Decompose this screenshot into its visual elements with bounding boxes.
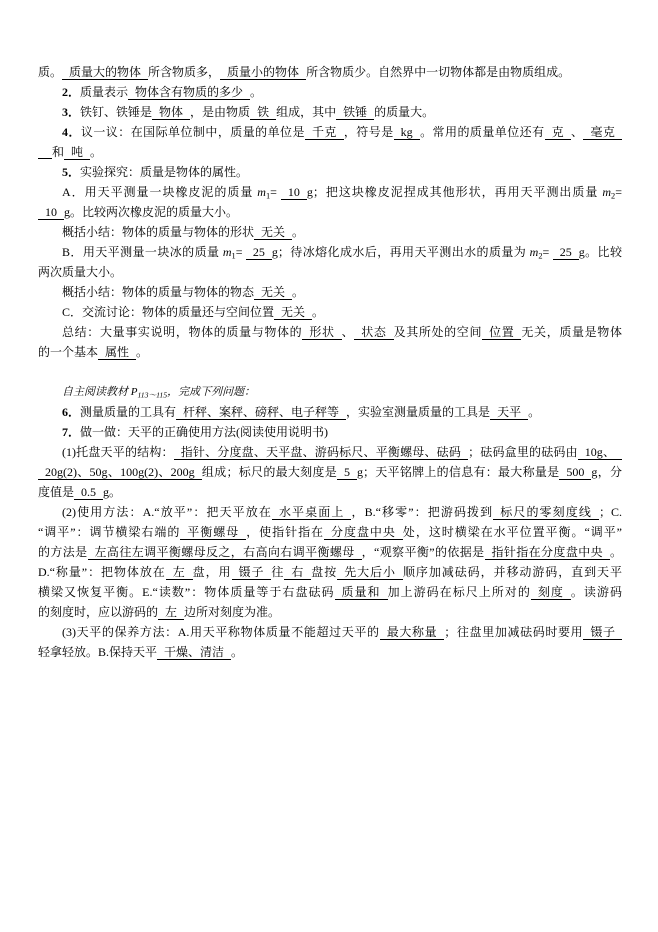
answer-blank: 左	[158, 605, 184, 620]
answer-blank: kg	[394, 125, 420, 140]
answer-blank: 质量大的物体	[62, 65, 148, 80]
answer-blank: 天平	[490, 405, 528, 420]
variable	[602, 185, 615, 199]
text-line	[38, 122, 622, 142]
answer-blank: 平衡螺母	[180, 525, 246, 540]
answer-blank: 物体含有物质的多少	[128, 85, 250, 100]
paragraph	[38, 82, 622, 102]
paragraph	[38, 502, 622, 622]
text-run: 横梁又恢复平衡。E.“读数”：物体质量等于右盘砝码	[38, 585, 335, 599]
text-run: 组成，其中	[276, 105, 337, 119]
answer-blank: 无关	[274, 305, 312, 320]
text-line	[38, 502, 622, 522]
text-run: 概括小结：物体的质量与物体的形状	[62, 225, 255, 239]
paragraph	[38, 302, 622, 322]
text-run: ；C.	[598, 505, 622, 519]
text-run: (3)天平的保养方法：A.用天平称物体质量不能超过天平的	[62, 625, 380, 639]
text-run: 盘按	[311, 565, 338, 579]
text-line	[38, 342, 622, 362]
item-number: 3．	[62, 105, 81, 119]
text-run: 。	[292, 225, 305, 239]
text-run: 往	[271, 565, 285, 579]
text-run: 的刻度时，应以游码的	[38, 605, 159, 619]
text-run: ，实验室测量质量的工具是	[346, 405, 491, 419]
answer-blank	[38, 146, 52, 159]
answer-blank: 水平桌面上	[272, 505, 352, 520]
text-run: 。	[136, 345, 149, 359]
paragraph	[38, 122, 622, 162]
answer-blank: 左	[166, 565, 193, 580]
text-run: 铁钉、铁锤是	[80, 105, 153, 119]
paragraph	[38, 182, 622, 222]
text-run: g，分	[591, 465, 622, 479]
text-run: 的方法是	[38, 545, 88, 559]
answer-blank: 千克	[305, 125, 344, 140]
answer-blank: 10g、	[578, 445, 622, 460]
answer-blank: 无关	[254, 225, 292, 240]
text-run: ；往盘里加减砝码时要用	[444, 625, 584, 639]
paragraph	[38, 422, 622, 442]
text-run: “调平”：调节横梁右端的	[38, 525, 181, 539]
text-run: 。	[90, 145, 103, 159]
text-line	[38, 422, 622, 442]
text-run: ，使指针指在	[246, 525, 325, 539]
text-run: 做一做：天平的正确使用方法(阅读使用说明书)	[80, 425, 329, 439]
variable	[530, 245, 543, 259]
text-line	[38, 462, 622, 482]
paragraph	[38, 62, 622, 82]
text-run: 顺序加减砝码，并移动游码，直到天平	[402, 565, 622, 579]
text-run: 所含物质少。自然界中一切物体都是由物质组成。	[306, 65, 571, 79]
text-run: D.“称量”：把物体放在	[38, 565, 166, 579]
answer-blank: 位置	[482, 325, 521, 340]
variable	[257, 185, 270, 199]
text-run: (1)托盘天平的结构：	[62, 445, 174, 459]
text-run: 所含物质多，	[148, 65, 221, 79]
answer-blank: 干燥、清洁	[157, 645, 231, 660]
answer-blank: 刻度	[531, 585, 571, 600]
paragraph	[38, 102, 622, 122]
text-run: 无关，质量是物体	[521, 325, 622, 339]
answer-blank: 10	[38, 205, 64, 220]
answer-blank: 质量小的物体	[220, 65, 306, 80]
text-run: 议一议：在国际单位制中，质量的单位是	[80, 125, 305, 139]
variable-symbol: m	[222, 245, 232, 259]
variable-symbol: m	[257, 185, 266, 199]
text-run: 。	[231, 645, 244, 659]
text-line	[38, 262, 622, 282]
text-run: =	[270, 185, 281, 199]
answer-blank: 铁锤	[336, 105, 374, 120]
text-run: 组成；标尺的最大刻度是	[201, 465, 337, 479]
answer-blank: 状态	[354, 325, 393, 340]
answer-blank: 指针指在分度盘中央	[485, 545, 610, 560]
text-run: 概括小结：物体的质量与物体的物态	[62, 285, 255, 299]
text-run: B．用天平测量一块冰的质量	[62, 245, 223, 259]
text-run: 质。	[38, 65, 63, 79]
text-run: 。读游码	[570, 585, 622, 599]
text-run: g。比较两次橡皮泥的质量大小。	[64, 205, 239, 219]
text-run: ，完成下列问题：	[167, 386, 256, 398]
variable-symbol: m	[529, 245, 539, 259]
text-run: 两次质量大小。	[38, 265, 123, 279]
answer-blank: 指针、分度盘、天平盘、游码标尺、平衡螺母、砝码	[174, 445, 468, 460]
paragraph	[38, 222, 622, 242]
paragraph	[38, 242, 622, 282]
text-run: (2)使用方法：A.“放平”：把天平放在	[62, 505, 272, 519]
text-line	[38, 622, 622, 642]
text-line	[38, 542, 622, 562]
answer-blank: 0.5	[74, 485, 103, 500]
text-line	[38, 102, 622, 122]
answer-blank: 右	[284, 565, 311, 580]
text-run: ，是由物质	[190, 105, 251, 119]
answer-blank: 毫克	[583, 125, 621, 140]
answer-blank: 分度盘中央	[324, 525, 403, 540]
answer-blank: 无关	[254, 285, 292, 300]
text-run: 测量质量的工具有	[80, 405, 177, 419]
variable	[223, 245, 236, 259]
subscript: 2	[538, 251, 543, 261]
text-run: 。常用的质量单位还有	[419, 125, 545, 139]
paragraph	[38, 442, 622, 502]
text-run: 总结：大量事实说明，物体的质量与物体的	[62, 325, 303, 339]
answer-blank: 质量和	[335, 585, 388, 600]
text-line	[38, 182, 622, 202]
text-line	[38, 162, 622, 182]
answer-blank: 10	[281, 185, 307, 200]
worksheet-page	[38, 62, 622, 662]
text-run: 的一个基本	[38, 345, 99, 359]
text-line	[38, 442, 622, 462]
text-run: g。比较	[578, 245, 622, 259]
text-line	[38, 222, 622, 242]
text-run: g；天平铭牌上的信息有：最大称量是	[356, 465, 560, 479]
item-number: 4．	[62, 125, 81, 139]
paragraph	[38, 622, 622, 662]
text-run: ，符号是	[343, 125, 394, 139]
item-number: 5．	[62, 165, 81, 179]
answer-blank: 500	[559, 465, 591, 480]
text-line	[38, 602, 622, 622]
text-run: 自主阅读教材 P	[62, 386, 138, 398]
text-line	[38, 142, 622, 162]
text-run: g。	[103, 485, 122, 499]
subscript: 1	[231, 251, 236, 261]
text-line	[38, 242, 622, 262]
text-line	[38, 582, 622, 602]
text-run: 、	[341, 325, 355, 339]
answer-blank: 左高往左调平衡螺母反之，右高向右调平衡螺母	[88, 545, 362, 560]
text-run: A．用天平测量一块橡皮泥的质量	[62, 185, 258, 199]
section-mass-concept	[38, 62, 622, 362]
text-run: 质量表示	[80, 85, 129, 99]
text-run: 边所对刻度为准。	[184, 605, 281, 619]
text-run: 的质量大。	[374, 105, 435, 119]
text-line	[38, 202, 622, 222]
text-run: 处，这时横梁在水平位置平衡。“调平”	[402, 525, 623, 539]
text-run: 和	[52, 145, 65, 159]
text-run: 加上游码在标尺上所对的	[387, 585, 531, 599]
answer-blank: 镊子	[232, 565, 272, 580]
text-run: =	[235, 245, 246, 259]
text-line	[38, 482, 622, 502]
paragraph	[38, 402, 622, 422]
text-run: =	[542, 245, 553, 259]
answer-blank: 杆秤、案秤、磅秤、电子秤等	[176, 405, 346, 420]
paragraph	[38, 162, 622, 182]
subscript: 1	[265, 191, 271, 201]
text-run: ，“观察平衡”的依据是	[361, 545, 485, 559]
text-run: 。	[292, 285, 305, 299]
answer-blank: 属性	[98, 345, 136, 360]
text-line	[38, 402, 622, 422]
text-line	[38, 642, 622, 662]
answer-blank: 标尺的零刻度线	[493, 505, 599, 520]
answer-blank: 物体	[152, 105, 190, 120]
text-line	[38, 82, 622, 102]
text-line	[38, 322, 622, 342]
text-run: g；把这块橡皮泥捏成其他形状，再用天平测出质量	[306, 185, 603, 199]
text-run: 度值是	[38, 485, 75, 499]
text-line	[38, 562, 622, 582]
text-run: 。	[528, 405, 541, 419]
text-run: 盘，用	[192, 565, 232, 579]
text-line	[38, 522, 622, 542]
text-run: 。	[609, 545, 622, 559]
answer-blank: 20g(2)、50g、100g(2)、200g	[38, 465, 202, 480]
answer-blank: 镊子	[583, 625, 622, 640]
text-run: ，B.“移零”：把游码拨到	[351, 505, 494, 519]
subscript: 2	[611, 191, 616, 201]
answer-blank: 25	[553, 245, 579, 260]
answer-blank: 形状	[302, 325, 341, 340]
text-run: 及其所处的空间	[393, 325, 483, 339]
item-number: 7．	[62, 425, 81, 439]
paragraph	[38, 322, 622, 362]
item-number: 6．	[62, 405, 81, 419]
text-line	[38, 282, 622, 302]
text-run: 实验探究：质量是物体的属性。	[80, 165, 249, 179]
answer-blank: 25	[246, 245, 272, 260]
answer-blank: 先大后小	[337, 565, 403, 580]
paragraph	[38, 282, 622, 302]
text-line	[38, 62, 622, 82]
answer-blank: 克	[545, 125, 571, 140]
answer-blank: 最大称量	[380, 625, 445, 640]
text-run: =	[615, 185, 622, 199]
answer-blank: 铁	[250, 105, 276, 120]
variable-symbol: m	[602, 185, 612, 199]
section-balance-usage	[38, 402, 622, 662]
reading-prompt	[38, 382, 622, 402]
text-run: g；待冰熔化成水后，再用天平测出水的质量为	[271, 245, 530, 259]
text-run: 、	[571, 125, 584, 139]
subscript: 113～115	[137, 390, 168, 400]
text-run: 。	[312, 305, 325, 319]
text-run: C．交流讨论：物体的质量还与空间位置	[62, 305, 275, 319]
text-line	[38, 302, 622, 322]
answer-blank: 5	[337, 465, 357, 480]
answer-blank: 吨	[64, 145, 90, 160]
text-run: 。	[250, 85, 263, 99]
text-run: 轻拿轻放。B.保持天平	[38, 645, 158, 659]
text-run: ；砝码盒里的砝码由	[468, 445, 578, 459]
item-number: 2．	[62, 85, 81, 99]
